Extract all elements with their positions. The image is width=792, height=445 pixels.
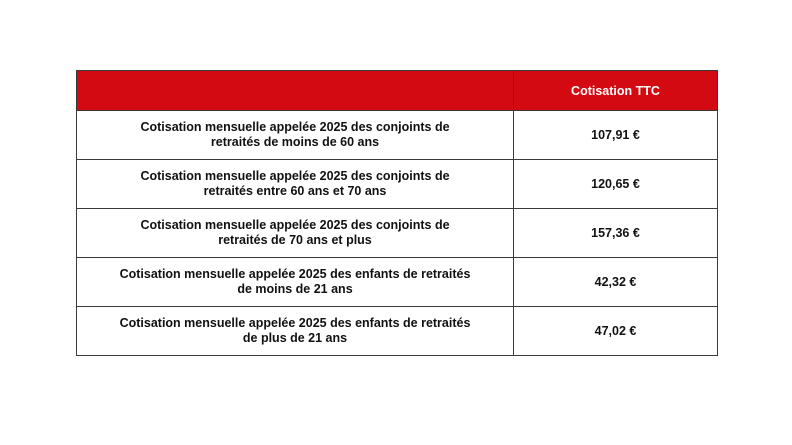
header-label-cell (77, 71, 514, 111)
row-label-line2: de moins de 21 ans (237, 282, 353, 296)
row-value: 107,91 € (514, 111, 718, 160)
table-row (77, 258, 718, 307)
row-label-line1: Cotisation mensuelle appelée 2025 des enfants de retraités (119, 316, 471, 330)
table-row (77, 307, 718, 356)
row-label-line2: de plus de 21 ans (242, 331, 348, 345)
row-label-line1: Cotisation mensuelle appelée 2025 des conjoints de (140, 169, 450, 183)
table-header-row (77, 71, 718, 111)
row-label (77, 258, 514, 307)
row-value: 42,32 € (514, 258, 718, 307)
contribution-table (76, 70, 718, 356)
row-label-line1: Cotisation mensuelle appelée 2025 des conjoints de (140, 218, 450, 232)
table-row (77, 209, 718, 258)
row-label-line2: retraités de moins de 60 ans (210, 135, 380, 149)
row-value: 47,02 € (514, 307, 718, 356)
table-row (77, 160, 718, 209)
row-label-line2: retraités de 70 ans et plus (218, 233, 372, 247)
header-cotisation-ttc: Cotisation TTC (514, 71, 718, 111)
row-label-line2: retraités entre 60 ans et 70 ans (203, 184, 387, 198)
row-label (77, 307, 514, 356)
row-label-line1: Cotisation mensuelle appelée 2025 des enfants de retraités (119, 267, 471, 281)
row-label (77, 160, 514, 209)
row-label-line1: Cotisation mensuelle appelée 2025 des conjoints de (140, 120, 450, 134)
row-value: 157,36 € (514, 209, 718, 258)
table-row (77, 111, 718, 160)
row-label (77, 111, 514, 160)
row-value: 120,65 € (514, 160, 718, 209)
row-label (77, 209, 514, 258)
